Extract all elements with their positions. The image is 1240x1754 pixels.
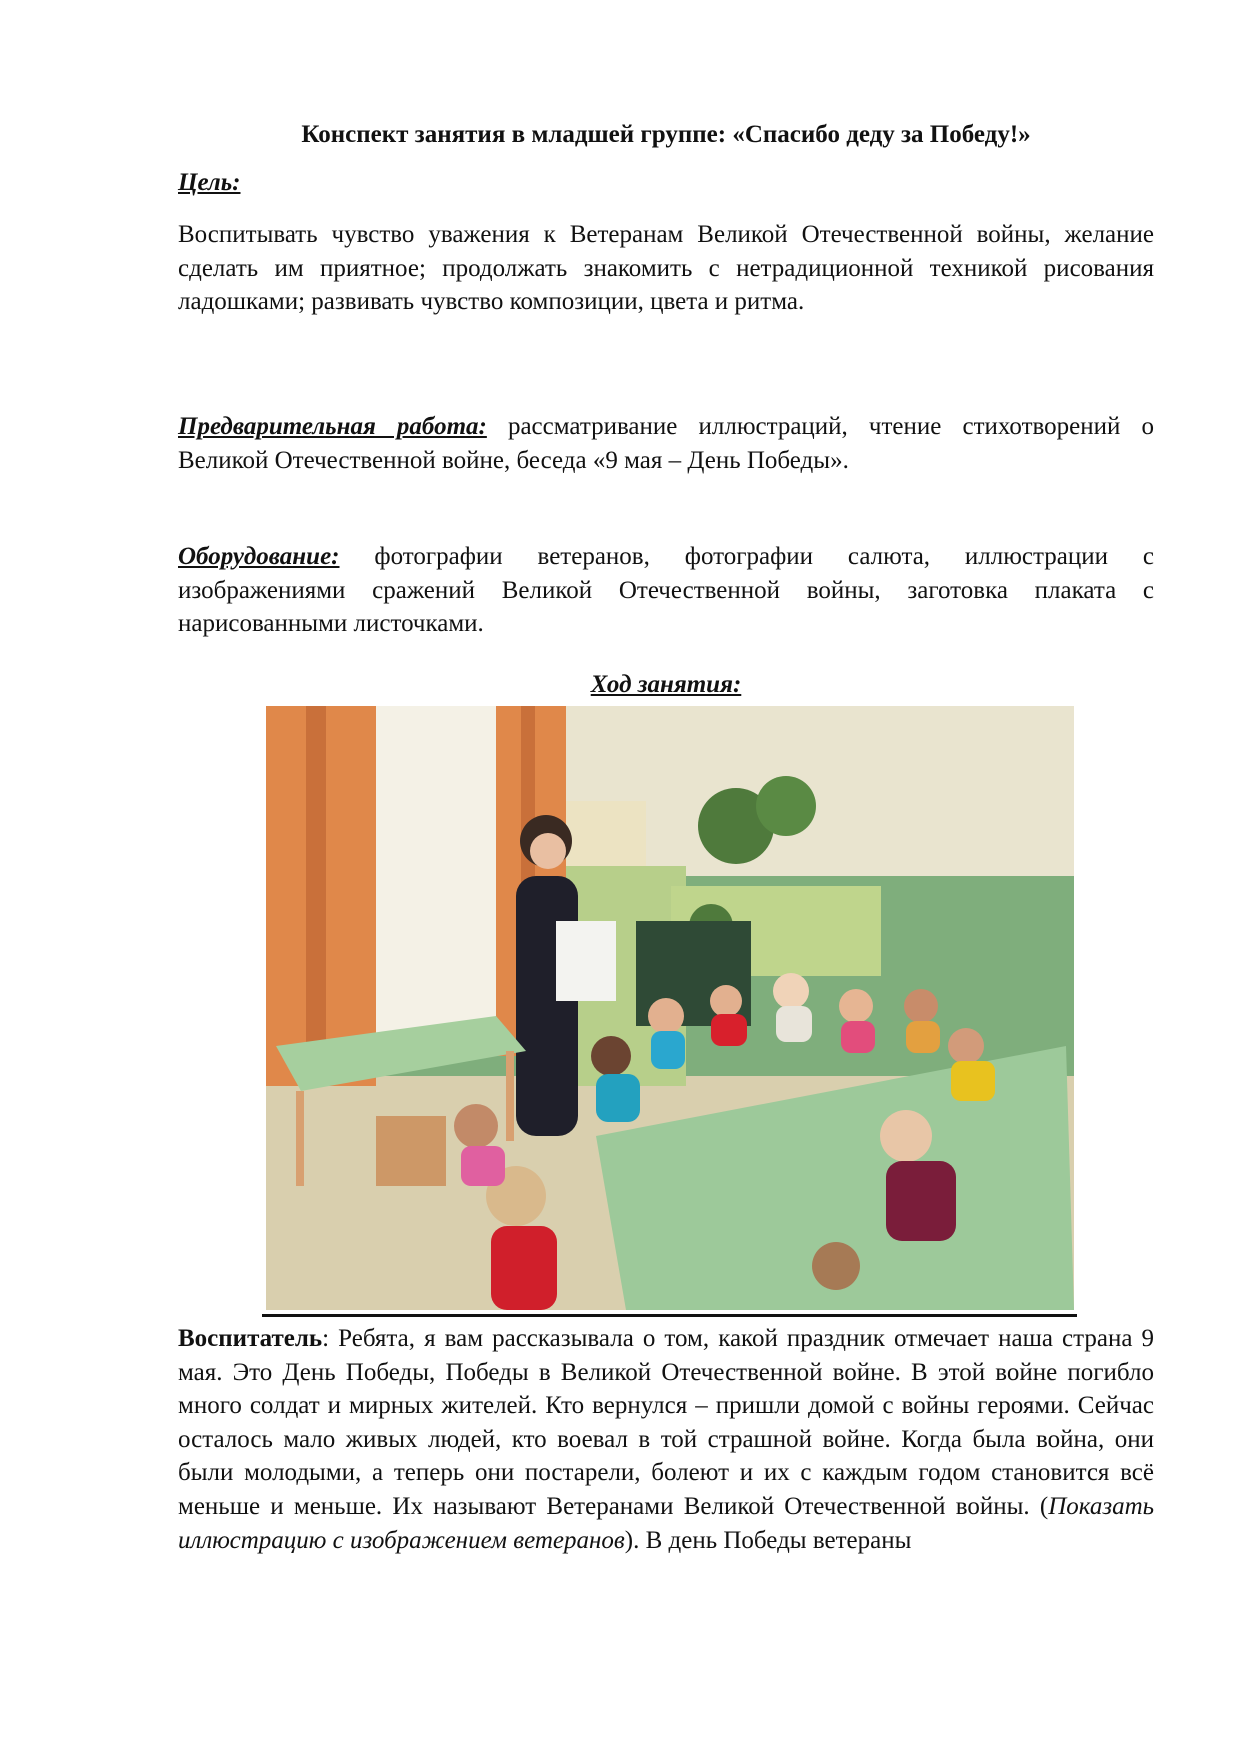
preliminary-text: рассматривание иллюстраций, чтение стихотворений о Великой Отечественной войне, беседа «9 мая – День Победы». — [178, 413, 1154, 474]
lesson-heading: Ход занятия: — [590, 671, 742, 698]
classroom-photo-icon — [266, 706, 1074, 1310]
goal-heading — [178, 166, 241, 200]
teacher-label: Воспитатель — [178, 1325, 323, 1352]
preliminary-paragraph — [178, 410, 1154, 477]
goal-label: Цель: — [178, 169, 241, 196]
classroom-photo — [266, 706, 1074, 1310]
teacher-speech-text-1: : Ребята, я вам рассказывала о том, какой праздник отмечает наша страна 9 мая. Это День Победы, Победы в Великой Отечественной войне. В этой войне погибло много солдат и мирных жителей. Кто вернулся – пришли домой с войны героями. Сейчас осталось мало живых людей, кто воевал в той страшной войне. Когда была война, они были молодыми, а теперь они постарели, болеют и их с каждым годом становится всё меньше и меньше. Их называют Ветеранами Великой Отечественной войны. ( — [178, 1325, 1154, 1520]
teacher-speech-text-2: ). В день Победы ветераны — [624, 1526, 912, 1554]
equipment-text: фотографии ветеранов, фотографии салюта, иллюстрации с изображениями сражений Великой Отечественной войны, заготовка плаката с нарисованными листочками. — [178, 543, 1154, 638]
document-title: Конспект занятия в младшей группе: «Спасибо деду за Победу!» — [301, 121, 1031, 148]
teacher-speech-paragraph — [178, 1322, 1154, 1557]
photo-underline — [262, 1314, 1077, 1317]
equipment-label: Оборудование: — [178, 543, 340, 570]
goal-text: Воспитывать чувство уважения к Ветеранам Великой Отечественной войны, желание сделать им приятное; продолжать знакомить с нетрадиционной техникой рисования ладошками; развивать чувство композиции, цвета и ритма. — [178, 221, 1154, 316]
equipment-paragraph — [178, 540, 1154, 641]
lesson-heading-line — [178, 668, 1154, 702]
preliminary-label: Предварительная работа: — [178, 413, 487, 440]
teacher-speech-italic-note: Показать иллюстрацию с изображением ветеранов — [178, 1492, 1154, 1554]
